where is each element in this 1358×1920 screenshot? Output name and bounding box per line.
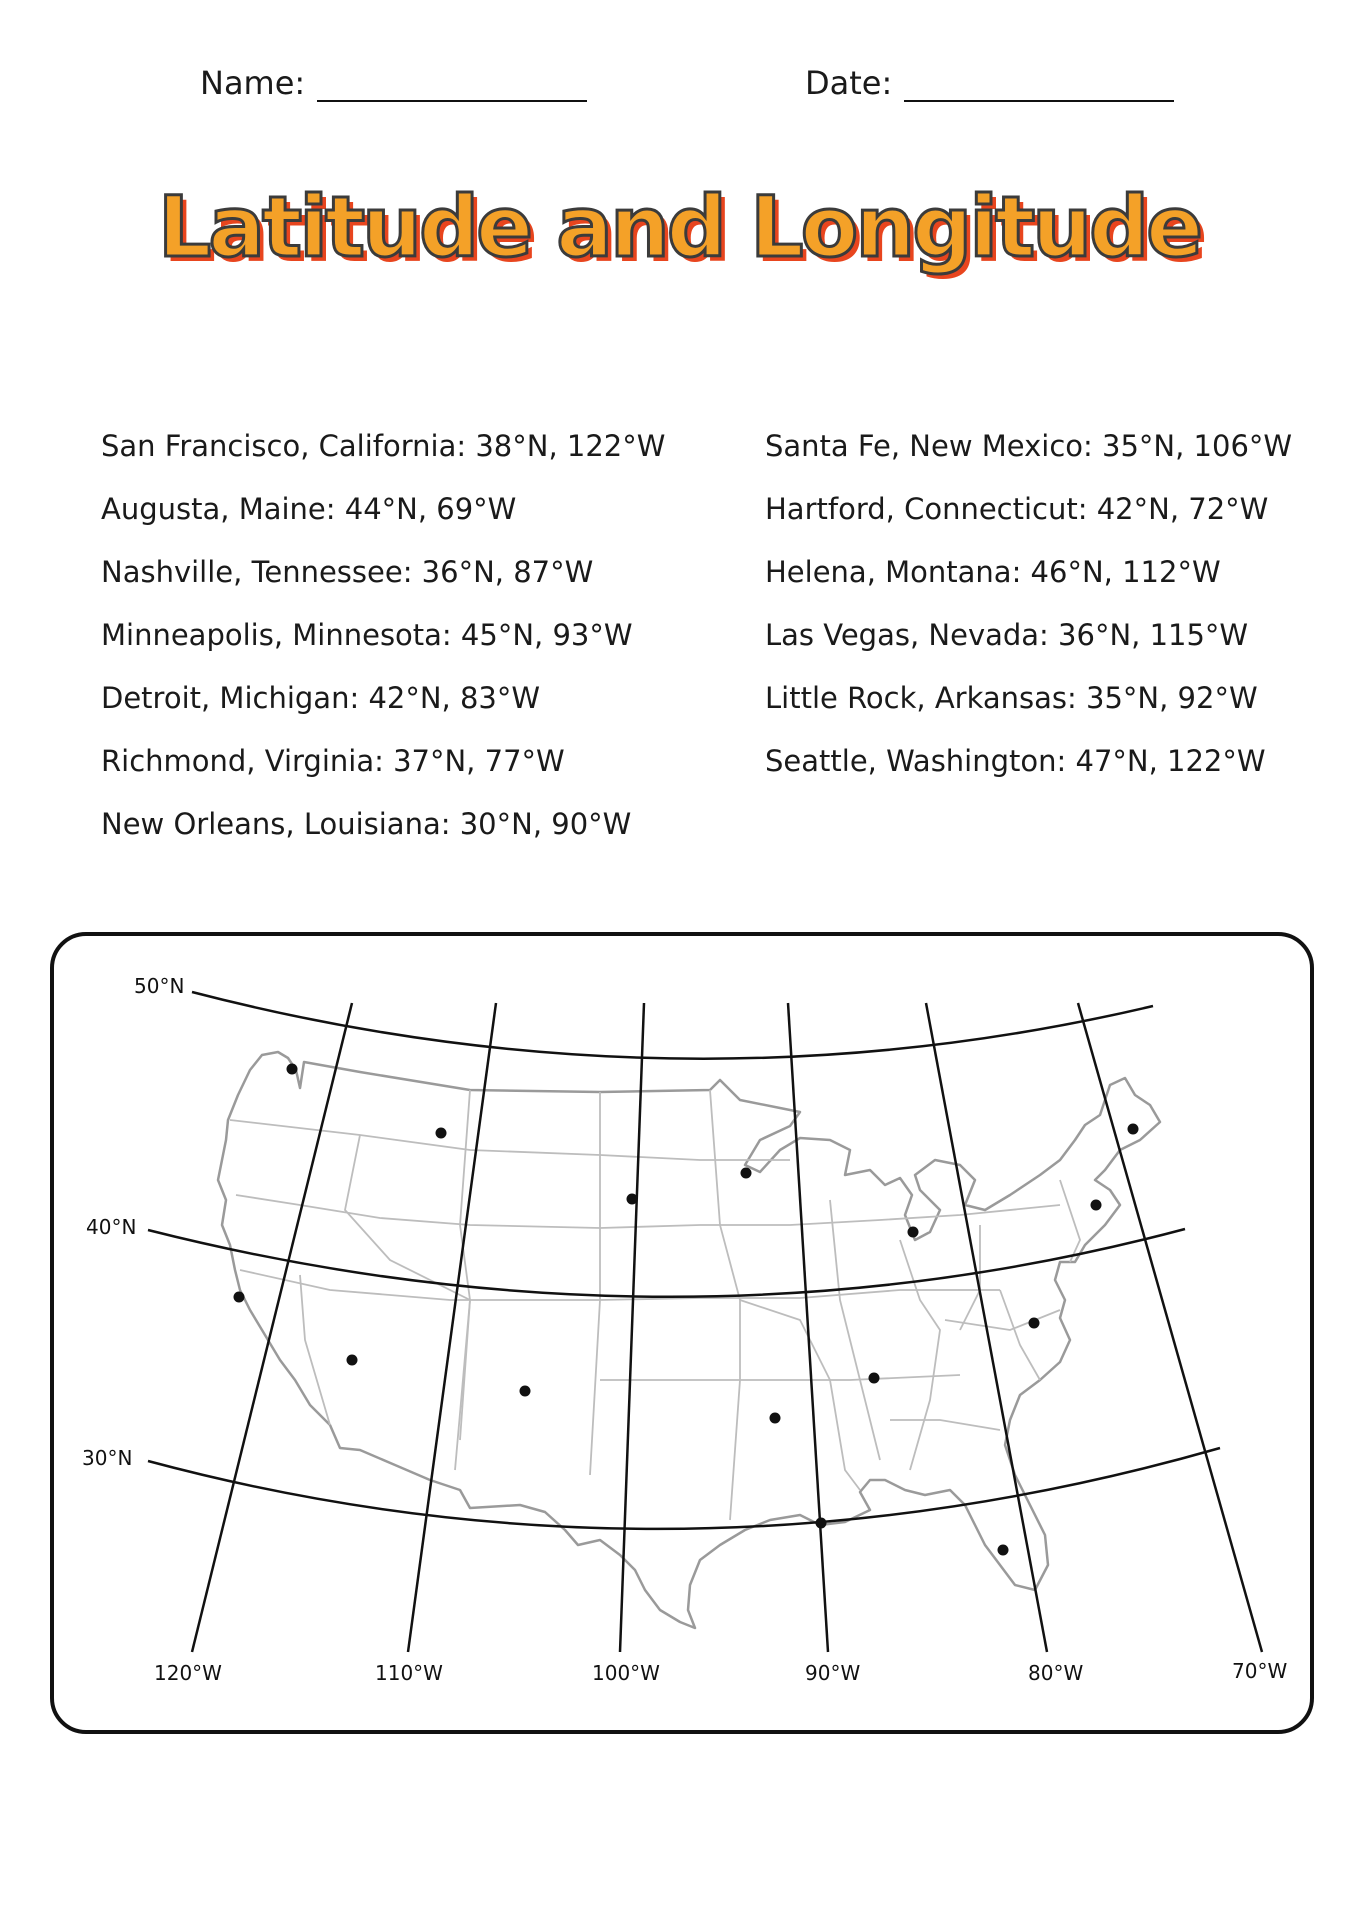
city-dot xyxy=(816,1518,827,1529)
latitude-label-50: 50°N xyxy=(134,974,185,998)
city-dot xyxy=(627,1194,638,1205)
longitude-label-80: 80°W xyxy=(1028,1661,1084,1685)
longitude-label-100: 100°W xyxy=(592,1661,660,1685)
city-item: Augusta, Maine: 44°N, 69°W xyxy=(101,492,517,526)
longitude-label-70: 70°W xyxy=(1232,1659,1288,1683)
city-item: Hartford, Connecticut: 42°N, 72°W xyxy=(765,492,1269,526)
city-dot xyxy=(770,1413,781,1424)
longitude-line-110 xyxy=(408,1003,496,1652)
city-item: San Francisco, California: 38°N, 122°W xyxy=(101,429,666,463)
longitude-line-120 xyxy=(192,1003,352,1652)
longitude-label-120: 120°W xyxy=(154,1661,222,1685)
longitude-label-110: 110°W xyxy=(375,1661,443,1685)
city-item: Las Vegas, Nevada: 36°N, 115°W xyxy=(765,618,1249,652)
longitude-line-80 xyxy=(926,1003,1047,1652)
name-label: Name: xyxy=(200,64,306,102)
city-dot xyxy=(998,1545,1009,1556)
city-item: Helena, Montana: 46°N, 112°W xyxy=(765,555,1221,589)
longitude-line-100 xyxy=(620,1003,644,1652)
latitude-line-40 xyxy=(148,1229,1185,1297)
city-dot xyxy=(869,1373,880,1384)
city-dot xyxy=(741,1168,752,1179)
city-item: Richmond, Virginia: 37°N, 77°W xyxy=(101,744,565,778)
city-dot xyxy=(908,1227,919,1238)
latitude-line-30 xyxy=(148,1448,1220,1529)
longitude-lines xyxy=(192,1003,1262,1652)
city-item: Detroit, Michigan: 42°N, 83°W xyxy=(101,681,541,715)
latitude-lines xyxy=(148,992,1220,1529)
city-item: Seattle, Washington: 47°N, 122°W xyxy=(765,744,1266,778)
city-dot xyxy=(1128,1124,1139,1135)
longitude-label-90: 90°W xyxy=(805,1661,861,1685)
city-item: Santa Fe, New Mexico: 35°N, 106°W xyxy=(765,429,1293,463)
city-dot xyxy=(347,1355,358,1366)
page-title: Latitude and Longitude xyxy=(157,178,1201,276)
city-item: Minneapolis, Minnesota: 45°N, 93°W xyxy=(101,618,633,652)
city-dots xyxy=(234,1064,1139,1556)
date-label: Date: xyxy=(805,64,893,102)
city-dot xyxy=(436,1128,447,1139)
latitude-label-40: 40°N xyxy=(86,1215,137,1239)
longitude-line-90 xyxy=(788,1003,828,1652)
latitude-line-50 xyxy=(192,992,1153,1059)
city-item: Nashville, Tennessee: 36°N, 87°W xyxy=(101,555,594,589)
city-dot xyxy=(234,1292,245,1303)
city-dot xyxy=(287,1064,298,1075)
state-borders xyxy=(230,1090,1080,1520)
city-item: Little Rock, Arkansas: 35°N, 92°W xyxy=(765,681,1258,715)
latitude-label-30: 30°N xyxy=(82,1446,133,1470)
city-item: New Orleans, Louisiana: 30°N, 90°W xyxy=(101,807,632,841)
longitude-line-70 xyxy=(1078,1003,1262,1652)
city-dot xyxy=(1091,1200,1102,1211)
city-dot xyxy=(520,1386,531,1397)
city-dot xyxy=(1029,1318,1040,1329)
